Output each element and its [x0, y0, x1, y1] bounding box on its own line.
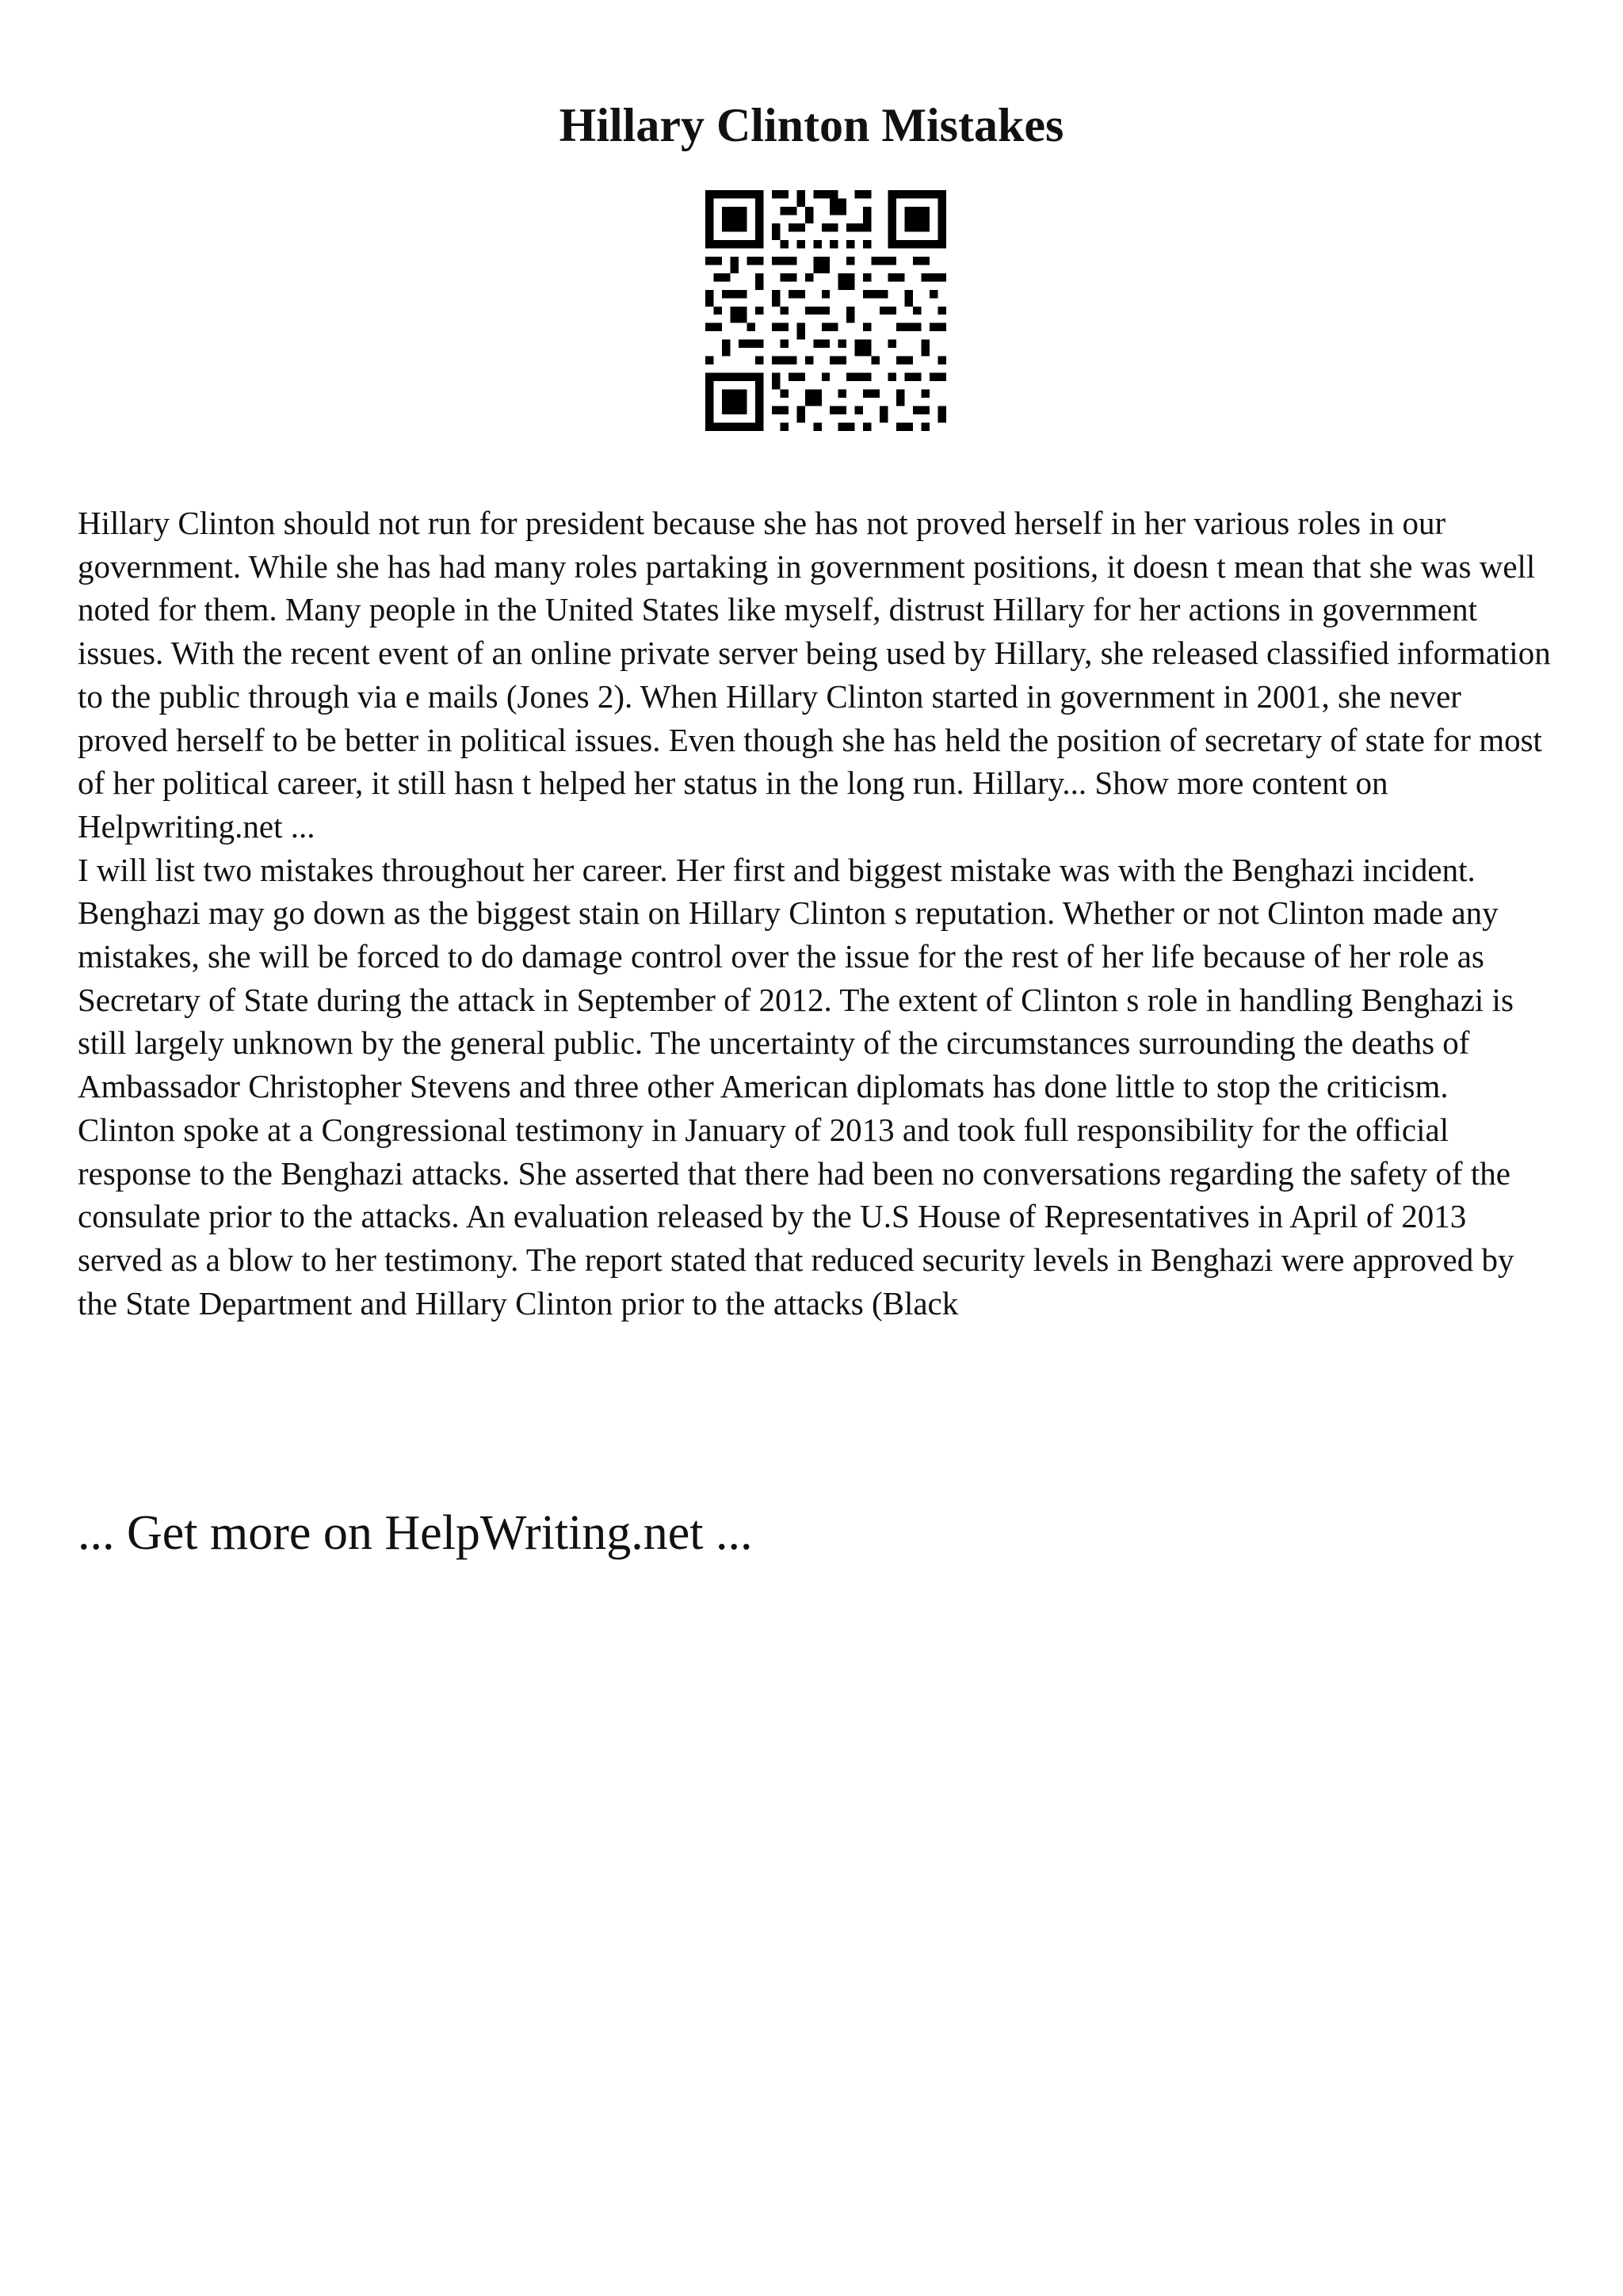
paragraph-2: I will list two mistakes throughout her career. Her first and biggest mistake was with the Benghazi incident. Benghazi may go down as the biggest stain on Hillary Clinton s reputation. Whether or not Clinton made any mistakes, she will be forced to do damage control over the issue for the rest of her life because of her role as Secretary of State during the attack in September of 2012. The extent of Clinton s role in handling Benghazi is still largely unknown by the general public. The uncertainty of the circumstances surrounding the deaths of Ambassador Christopher Stevens and three other American diplomats has done little to stop the criticism. Clinton spoke at a Congressional testimony in January of 2013 and took full responsibility for the official response to the Benghazi attacks. She asserted that there had been no conversations regarding the safety of the consulate prior to the attacks. An evaluation released by the U.S House of Representatives in April of 2013 served as a blow to her testimony. The report stated that reduced security levels in Benghazi were approved by the State Department and Hillary Clinton prior to the attacks (Black: [78, 851, 1514, 1322]
get-more-link[interactable]: ... Get more on HelpWriting.net ...: [78, 1506, 753, 1560]
page-title: Hillary Clinton Mistakes: [559, 99, 1064, 151]
article-body: [78, 502, 1552, 1325]
qr-code-icon: [705, 190, 946, 431]
paragraph-1: Hillary Clinton should not run for president because she has not proved herself in her various roles in our government. While she has had many roles partaking in government positions, it doesn t mean that she was well noted for them. Many people in the United States like myself, distrust Hillary for her actions in government issues. With the recent event of an online private server being used by Hillary, she released classified information to the public through via e mails (Jones 2). When Hillary Clinton started in government in 2001, she never proved herself to be better in political issues. Even though she has held the position of secretary of state for most of her political career, it still hasn t helped her status in the long run. Hillary... Show more content on Helpwriting.net ...: [78, 505, 1551, 845]
